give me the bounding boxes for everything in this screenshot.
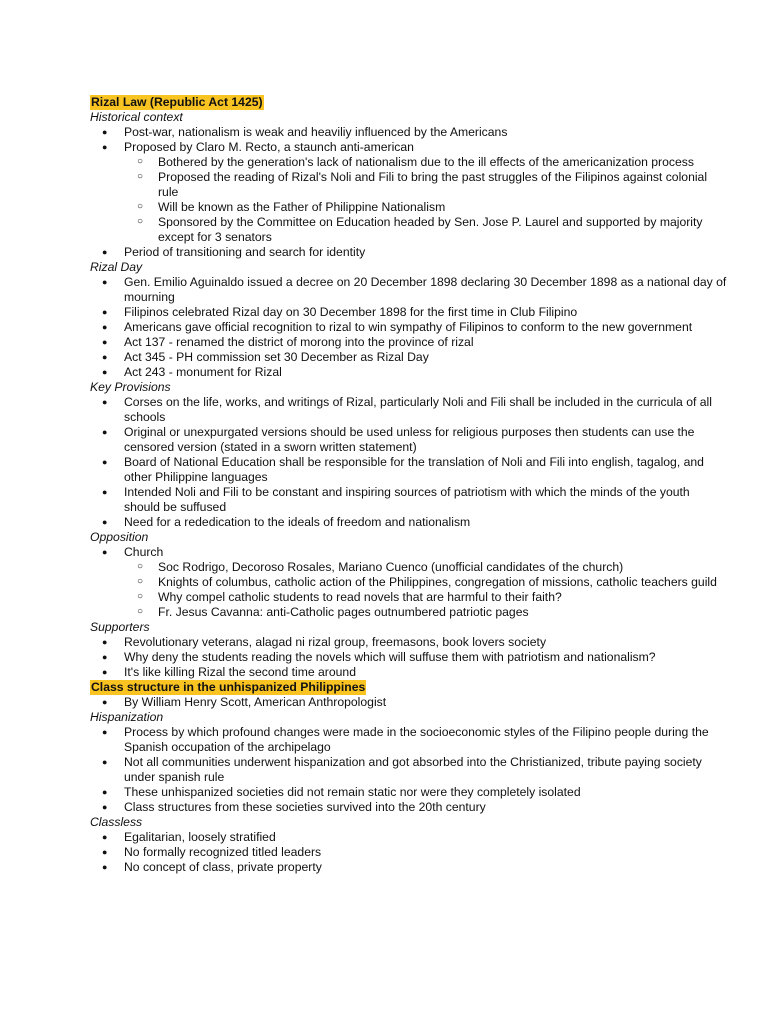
sub-bullet-list — [124, 560, 728, 620]
sub-list-item — [124, 170, 728, 200]
bullet-dot-icon: ● — [102, 832, 108, 842]
list-item — [90, 485, 728, 515]
subsection-heading: Key Provisions — [90, 380, 171, 394]
bullet-circle-icon: ○ — [137, 561, 144, 572]
section-heading: Rizal Law (Republic Act 1425) — [91, 95, 263, 109]
bullet-dot-icon: ● — [102, 862, 108, 872]
bullet-dot-icon: ● — [102, 697, 108, 707]
bullet-dot-icon: ● — [102, 547, 108, 557]
list-item — [90, 845, 728, 860]
sub-list-item-text: Proposed the reading of Rizal's Noli and Fili to bring the past struggles of the Filipinos against colonial rule — [158, 170, 708, 199]
list-item-text: Intended Noli and Fili to be constant and inspiring sources of patriotism with which the minds of the youth should be suffused — [124, 485, 690, 514]
list-item — [90, 425, 728, 455]
subsection-heading: Rizal Day — [90, 260, 143, 274]
sub-list-item — [124, 200, 728, 215]
list-item-text: Gen. Emilio Aguinaldo issued a decree on 20 December 1898 declaring 30 December 1898 as a national day of mourning — [124, 275, 727, 304]
list-item-text: Original or unexpurgated versions should be used unless for religious purposes then students can use the censored version (stated in a sworn written statement) — [124, 425, 695, 454]
bullet-dot-icon: ● — [102, 352, 108, 362]
subsection-heading: Supporters — [90, 620, 150, 634]
list-item-text: Filipinos celebrated Rizal day on 30 December 1898 for the first time in Club Filipino — [124, 305, 578, 319]
subsection-heading: Hispanization — [90, 710, 164, 724]
list-item-text: No concept of class, private property — [124, 860, 322, 874]
bullet-circle-icon: ○ — [137, 576, 144, 587]
list-item — [90, 650, 728, 665]
bullet-dot-icon: ● — [102, 727, 108, 737]
list-item-text: Class structures from these societies survived into the 20th century — [124, 800, 486, 814]
list-item-text: Revolutionary veterans, alagad ni rizal group, freemasons, book lovers society — [124, 635, 547, 649]
list-item — [90, 365, 728, 380]
section-heading: Class structure in the unhispanized Philippines — [91, 680, 366, 694]
list-item — [90, 320, 728, 335]
bullet-dot-icon: ● — [102, 127, 108, 137]
bullet-dot-icon: ● — [102, 247, 108, 257]
sub-list-item-text: Bothered by the generation's lack of nationalism due to the ill effects of the americanization process — [158, 155, 694, 169]
list-item — [90, 665, 728, 680]
sub-list-item-text: Will be known as the Father of Philippine Nationalism — [158, 200, 446, 214]
bullet-dot-icon: ● — [102, 142, 108, 152]
bullet-circle-icon: ○ — [137, 606, 144, 617]
list-item — [90, 725, 728, 755]
list-item — [90, 800, 728, 815]
list-item — [90, 350, 728, 365]
list-item — [90, 335, 728, 350]
subsection-heading: Opposition — [90, 530, 149, 544]
list-item-text: Corses on the life, works, and writings of Rizal, particularly Noli and Fili shall be included in the curricula of all schools — [124, 395, 712, 424]
sub-bullet-list — [124, 155, 728, 245]
list-item-text: It's like killing Rizal the second time around — [124, 665, 356, 679]
list-item-text: By William Henry Scott, American Anthropologist — [124, 695, 387, 709]
bullet-dot-icon: ● — [102, 322, 108, 332]
list-item — [90, 395, 728, 425]
list-item-text: Why deny the students reading the novels which will suffuse them with patriotism and nationalism? — [124, 650, 656, 664]
list-item — [90, 545, 728, 620]
list-item — [90, 275, 728, 305]
sub-list-item — [124, 575, 728, 590]
bullet-list — [90, 635, 728, 680]
list-item — [90, 305, 728, 320]
sub-list-item-text: Fr. Jesus Cavanna: anti-Catholic pages outnumbered patriotic pages — [158, 605, 529, 619]
list-item-text: These unhispanized societies did not remain static nor were they completely isolated — [124, 785, 581, 799]
bullet-dot-icon: ● — [102, 637, 108, 647]
list-item-text: Board of National Education shall be responsible for the translation of Noli and Fili into english, tagalog, and other Philippine languages — [124, 455, 704, 484]
bullet-list — [90, 725, 728, 815]
sub-list-item-text: Knights of columbus, catholic action of the Philippines, congregation of missions, catholic teachers guild — [158, 575, 717, 589]
sub-list-item-text: Sponsored by the Committee on Education headed by Sen. Jose P. Laurel and supported by majority except for 3 senators — [158, 215, 703, 244]
list-item-text: Period of transitioning and search for identity — [124, 245, 366, 259]
list-item — [90, 245, 728, 260]
bullet-list — [90, 125, 728, 260]
document-section — [90, 95, 728, 680]
bullet-dot-icon: ● — [102, 367, 108, 377]
subsection-heading: Historical context — [90, 110, 183, 124]
list-item — [90, 140, 728, 245]
bullet-list — [90, 830, 728, 875]
sub-list-item — [124, 590, 728, 605]
list-item-text: Americans gave official recognition to rizal to win sympathy of Filipinos to conform to the new government — [124, 320, 693, 334]
list-item-text: Proposed by Claro M. Recto, a staunch anti-american — [124, 140, 414, 154]
list-item — [90, 515, 728, 530]
list-item — [90, 695, 728, 710]
bullet-dot-icon: ● — [102, 457, 108, 467]
list-item-text: Post-war, nationalism is weak and heaviliy influenced by the Americans — [124, 125, 508, 139]
bullet-circle-icon: ○ — [137, 201, 144, 212]
bullet-circle-icon: ○ — [137, 171, 144, 182]
bullet-dot-icon: ● — [102, 397, 108, 407]
bullet-dot-icon: ● — [102, 847, 108, 857]
document-content — [90, 95, 728, 875]
list-item — [90, 755, 728, 785]
bullet-list — [90, 545, 728, 620]
list-item — [90, 860, 728, 875]
sub-list-item — [124, 155, 728, 170]
bullet-dot-icon: ● — [102, 427, 108, 437]
list-item — [90, 785, 728, 800]
sub-list-item-text: Soc Rodrigo, Decoroso Rosales, Mariano Cuenco (unofficial candidates of the church) — [158, 560, 624, 574]
list-item-text: Process by which profound changes were made in the socioeconomic styles of the Filipino people during the Spanish occupation of the archipelago — [124, 725, 709, 754]
list-item-text: Not all communities underwent hispanization and got absorbed into the Christianized, tribute paying society under spanish rule — [124, 755, 702, 784]
list-item-text: Egalitarian, loosely stratified — [124, 830, 276, 844]
bullet-dot-icon: ● — [102, 787, 108, 797]
list-item — [90, 125, 728, 140]
list-item-text: No formally recognized titled leaders — [124, 845, 322, 859]
sub-list-item — [124, 215, 728, 245]
bullet-dot-icon: ● — [102, 277, 108, 287]
list-item-text: Church — [124, 545, 164, 559]
list-item-text: Need for a rededication to the ideals of freedom and nationalism — [124, 515, 471, 529]
bullet-list — [90, 695, 728, 710]
bullet-dot-icon: ● — [102, 667, 108, 677]
list-item — [90, 830, 728, 845]
bullet-circle-icon: ○ — [137, 156, 144, 167]
bullet-dot-icon: ● — [102, 652, 108, 662]
bullet-dot-icon: ● — [102, 757, 108, 767]
list-item-text: Act 243 - monument for Rizal — [124, 365, 282, 379]
subsection-heading: Classless — [90, 815, 143, 829]
bullet-circle-icon: ○ — [137, 591, 144, 602]
bullet-dot-icon: ● — [102, 487, 108, 497]
list-item-text: Act 345 - PH commission set 30 December as Rizal Day — [124, 350, 429, 364]
bullet-list — [90, 395, 728, 530]
sub-list-item-text: Why compel catholic students to read novels that are harmful to their faith? — [158, 590, 562, 604]
bullet-dot-icon: ● — [102, 307, 108, 317]
list-item-text: Act 137 - renamed the district of morong into the province of rizal — [124, 335, 474, 349]
bullet-dot-icon: ● — [102, 337, 108, 347]
list-item — [90, 635, 728, 650]
bullet-dot-icon: ● — [102, 517, 108, 527]
sub-list-item — [124, 605, 728, 620]
list-item — [90, 455, 728, 485]
document-section — [90, 680, 728, 875]
bullet-dot-icon: ● — [102, 802, 108, 812]
bullet-list — [90, 275, 728, 380]
sub-list-item — [124, 560, 728, 575]
bullet-circle-icon: ○ — [137, 216, 144, 227]
